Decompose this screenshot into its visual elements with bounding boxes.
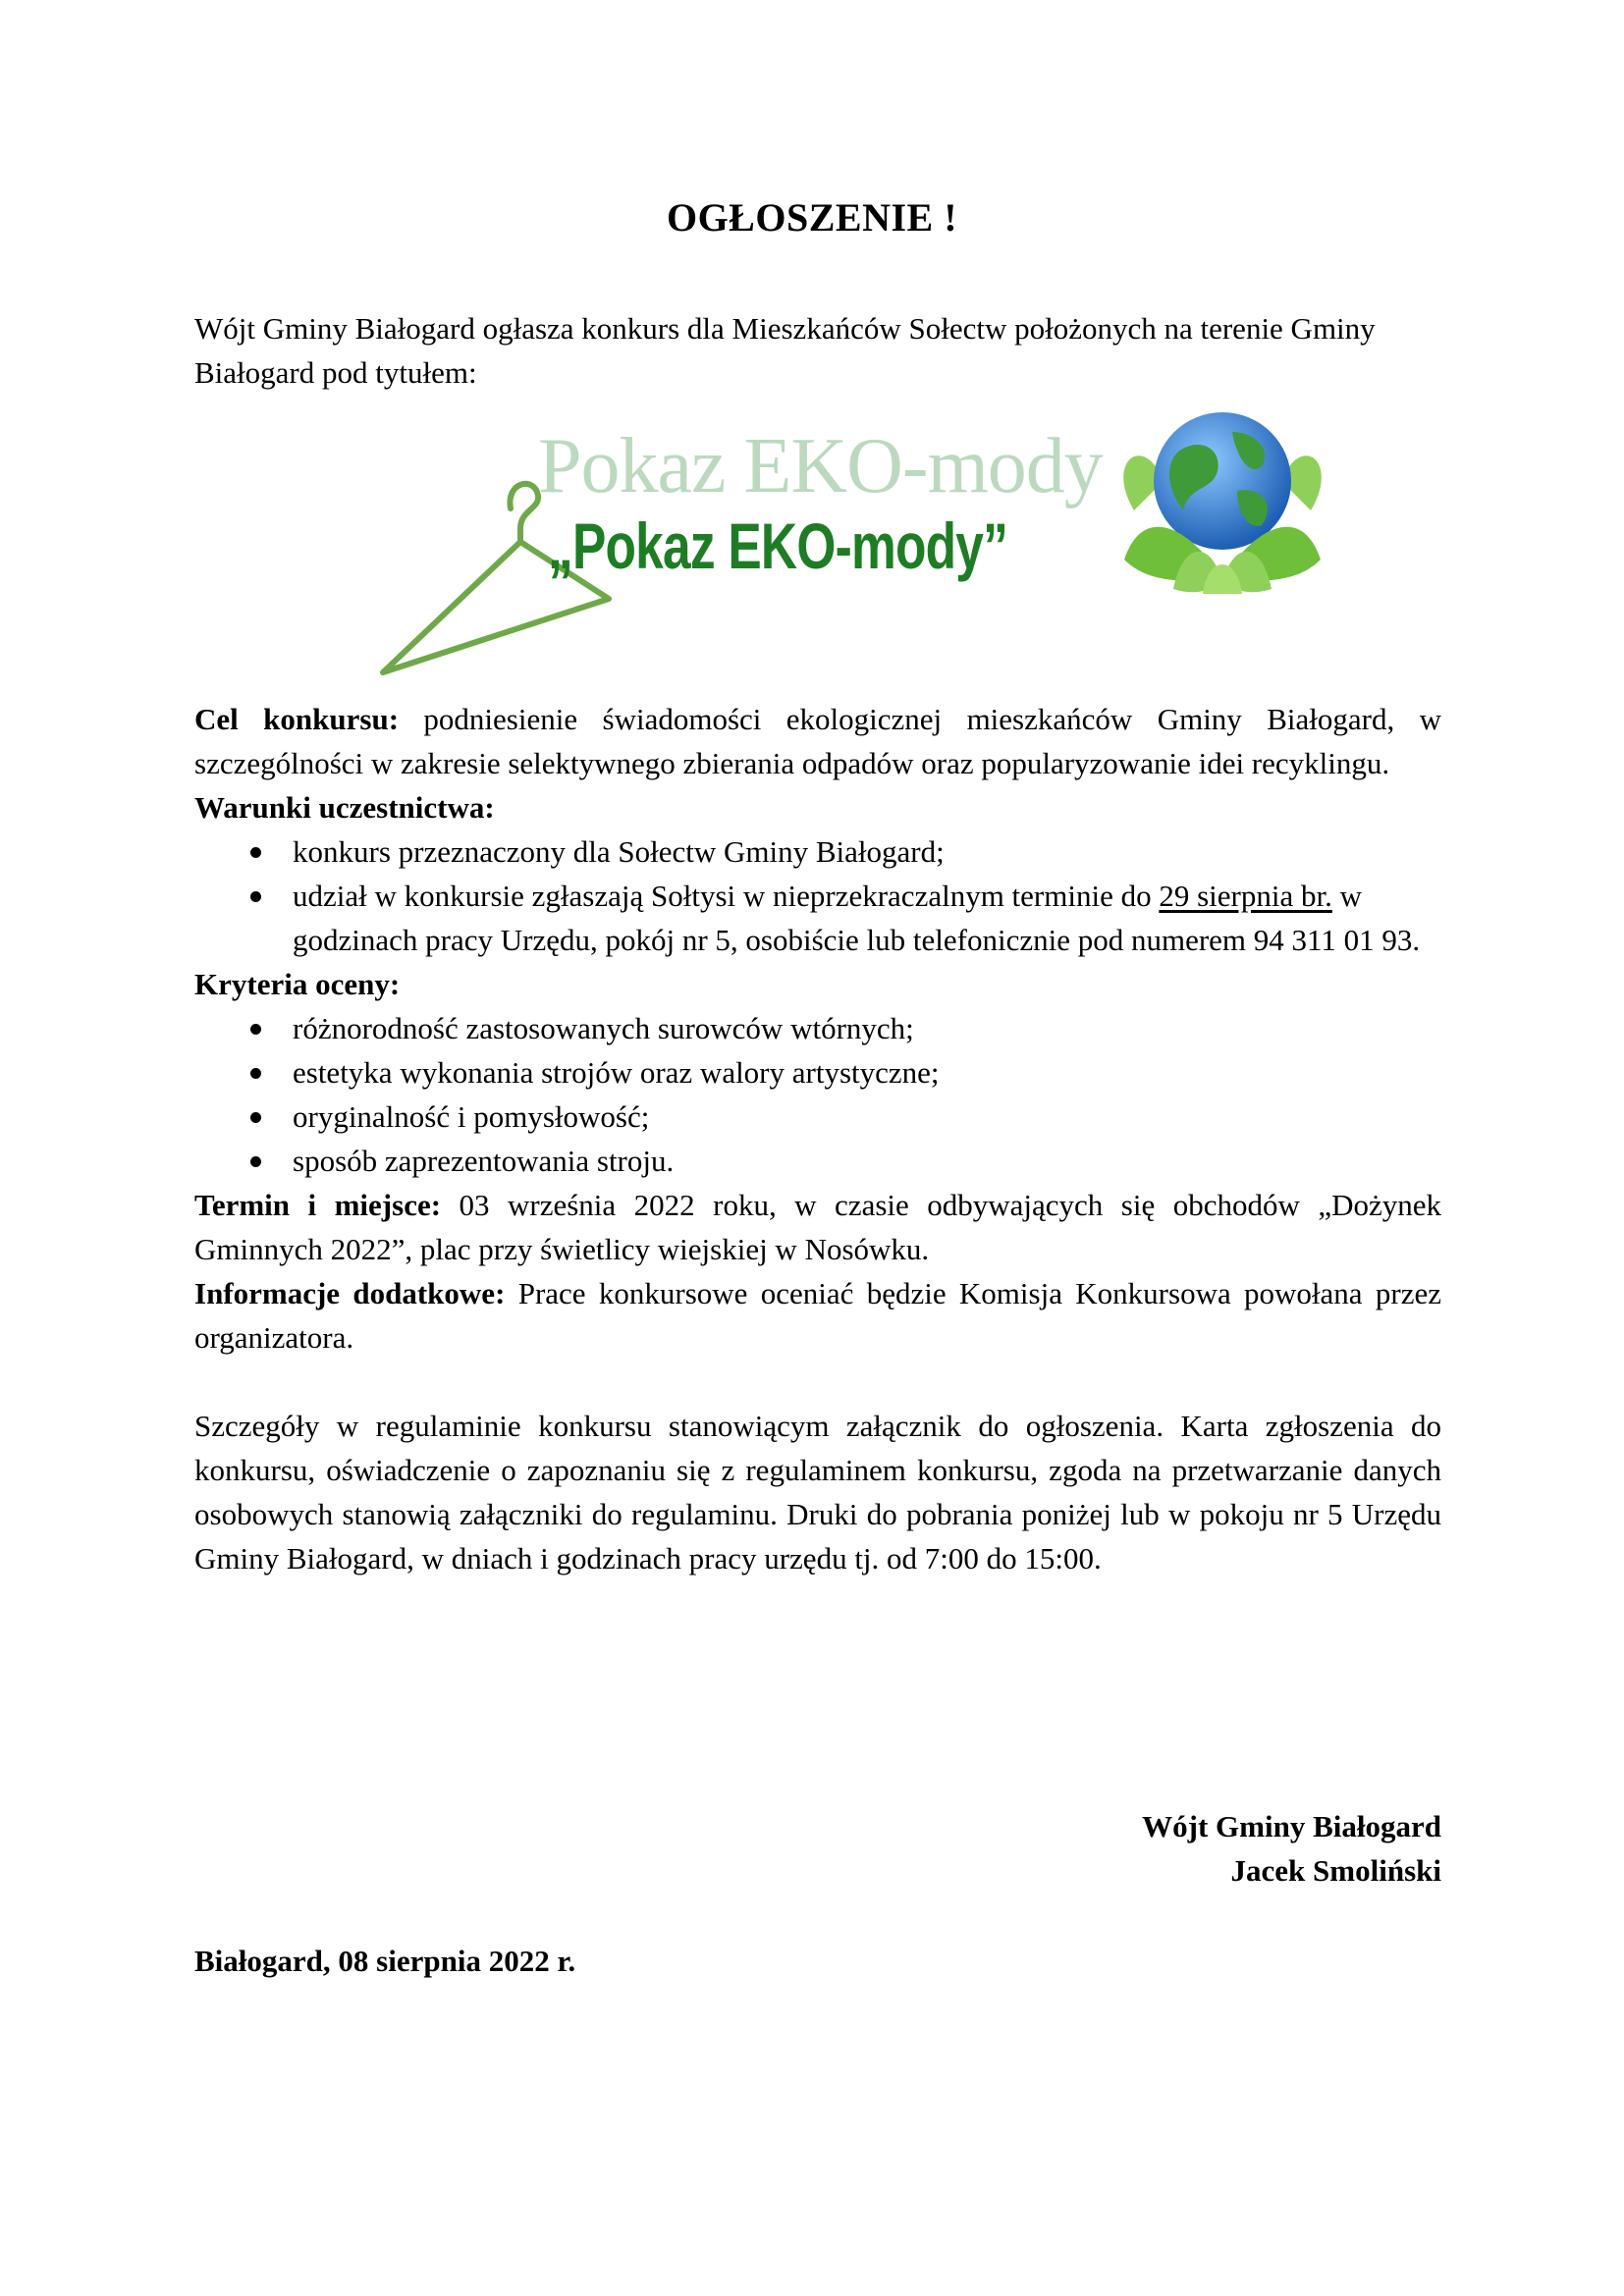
additional-info-paragraph: Informacje dodatkowe: Prace konkursowe oceniać będzie Komisja Konkursowa powołana przez organizatora.: [194, 1276, 1441, 1355]
goal-paragraph: [194, 697, 1441, 785]
date-place-paragraph: Termin i miejsce: 03 września 2022 roku, w czasie odbywających się obchodów „Dożynek Gminnych 2022”, plac przy świetlicy wiejskiej w Nosówku.: [194, 1188, 1441, 1266]
signature-block: [1142, 1804, 1441, 1893]
document-body: [194, 697, 1441, 1580]
deadline-date: 29 sierpnia br.: [1159, 879, 1332, 913]
list-item: oryginalność i pomysłowość;: [293, 1095, 1441, 1139]
list-item: estetyka wykonania strojów oraz walory artystyczne;: [293, 1050, 1441, 1095]
list-item: różnorodność zastosowanych surowców wtórnych;: [293, 1006, 1441, 1050]
contest-logo: [373, 393, 1335, 677]
list-item: udział w konkursie zgłaszają Sołtysi w nieprzekraczalnym terminie do 29 sierpnia br. w godzinach pracy Urzędu, pokój nr 5, osobiście lub telefonicznie pod numerem 94 311 01 93.: [293, 874, 1441, 962]
intro-paragraph: Wójt Gminy Białogard ogłasza konkurs dla Mieszkańców Sołectw położonych na terenie Gminy Białogard pod tytułem:: [194, 311, 1376, 390]
issue-date: Białogard, 08 sierpnia 2022 r.: [194, 1944, 576, 1978]
list-item: sposób zaprezentowania stroju.: [293, 1139, 1441, 1183]
criteria-list: [194, 1006, 1441, 1183]
conditions-list: [194, 829, 1441, 962]
list-item: konkurs przeznaczony dla Sołectw Gminy Białogard;: [293, 829, 1441, 874]
conditions-heading: Warunki uczestnictwa:: [194, 790, 495, 825]
signature-name: Jacek Smoliński: [1230, 1853, 1441, 1888]
globe-leaves-icon: [1105, 393, 1340, 599]
signature-title: Wójt Gminy Białogard: [1142, 1809, 1441, 1843]
goal-text: podniesienie świadomości ekologicznej mieszkańców Gminy Białogard, w szczególności w zakresie selektywnego zbierania odpadów oraz popularyzowanie idei recyklingu.: [194, 702, 1441, 780]
page-title: OGŁOSZENIE !: [666, 195, 958, 240]
goal-label: Cel konkursu:: [194, 702, 400, 736]
logo-main-text: „Pokaz EKO-mody”: [548, 509, 1008, 582]
details-paragraph: Szczegóły w regulaminie konkursu stanowiącym załącznik do ogłoszenia. Karta zgłoszenia do konkursu, oświadczenie o zapoznaniu się z regulaminem konkursu, zgoda na przetwarzanie danych osobowych stanowią załączniki do regulaminu. Druki do pobrania poniżej lub w pokoju nr 5 Urzędu Gminy Białogard, w dniach i godzinach pracy urzędu tj. od 7:00 do 15:00.: [194, 1409, 1441, 1575]
logo-ghost-text: Pokaz EKO-mody: [538, 423, 1103, 509]
criteria-heading: Kryteria oceny:: [194, 967, 401, 1001]
